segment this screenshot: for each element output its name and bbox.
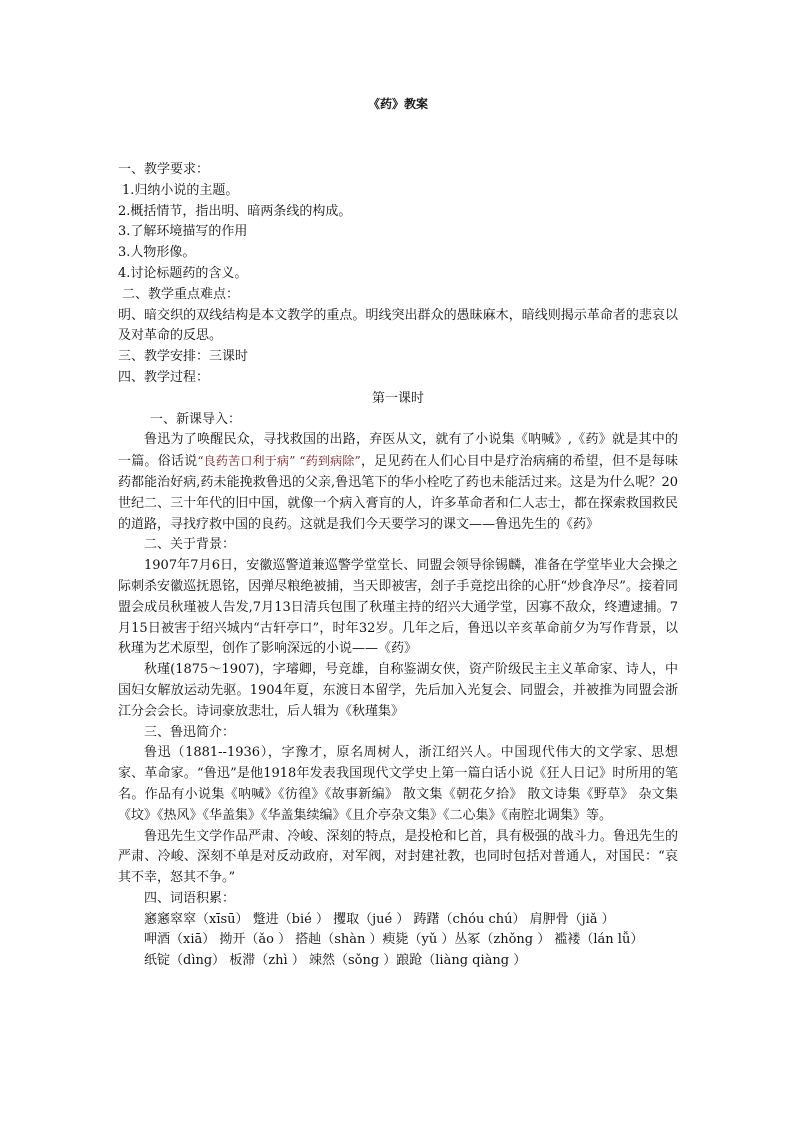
intro-paragraph [118,430,678,535]
intro-quote: “良药苦口利于病” “药到病除” [197,454,361,469]
requirement-item: 2.概括情节，指出明、暗两条线的构成。 [118,203,352,219]
subsection-heading-luxun: 三、鲁迅简介： [144,724,236,740]
requirement-item: 1.归纳小说的主题。 [122,182,239,198]
subsection-heading-intro: 一、新课导入： [150,411,242,427]
key-points-text: 明、暗交织的双线结构是本文教学的重点。明线突出群众的愚昧麻木，暗线则揭示革命者的悲哀以及对革命的反思。 [118,307,678,344]
section-heading-key-points: 二、教学重点难点： [122,286,240,302]
vocabulary-row: 纸锭（dìng） 板滞（zhì ） 竦然（sǒng ）踉跄（liàng qiàng ） [144,953,527,969]
section-heading-process: 四、教学过程： [118,369,210,385]
background-paragraph-2: 秋瑾(1875～1907)，字璿卿，号竞雄，自称鉴湖女侠，资产阶级民主主义革命家、诗人，中国妇女解放运动先驱。1904年夏，东渡日本留学，先后加入光复会、同盟会，并被推为同盟会浙江分会会长。诗词豪放悲壮，后人辑为《秋瑾集》 [118,662,678,719]
document-page [118,94,678,972]
intro-text-b: ，足见药在人们心目中是疗治病痛的希望，但不是每味药都能治好病,药未能挽救鲁迅的父亲,鲁迅笔下的华小栓吃了药也未能活过来。这是为什么呢？20世纪二、三十年代的旧中国，就像一个病入膏肓的人，许多革命者和仁人志士，都在探索救国救民的道路，寻找疗救中国的良药。这就是我们今天要学习的课文——鲁迅先生的《药》 [118,454,678,532]
subsection-heading-vocabulary: 四、词语积累： [144,890,236,906]
requirement-item: 3.了解环境描写的作用 [118,224,248,240]
vocabulary-list [118,910,678,972]
background-paragraph-1: 1907年7月6日，安徽巡警道兼巡警学堂堂长、同盟会领导徐锡麟，准备在学堂毕业大会操之际刺杀安徽巡抚恩铭，因弹尽粮绝被捕，当天即被害，刽子手竟挖出徐的心肝“炒食净尽”。接着同盟会成员秋瑾被人告发,7月13日清兵包围了秋瑾主持的绍兴大通学堂，因寡不敌众，终遭逮捕。7月15日被害于绍兴城内“古轩亭口”，时年32岁。几年之后，鲁迅以辛亥革命前夕为写作背景，以秋瑾为艺术原型，创作了影响深远的小说——《药》 [118,558,678,657]
requirement-item: 4.讨论标题药的含义。 [118,265,248,281]
document-title: 《药》教案 [367,97,428,111]
vocabulary-row: 呷酒（xiā） 拗开（ǎo ） 搭赸（shàn ）瘐毙（yǔ ）丛冢（zhǒng ） 褴褛（lán lǚ） [144,932,644,948]
luxun-paragraph-2: 鲁迅先生文学作品严肃、冷峻、深刻的特点，是投枪和匕首，具有极强的战斗力。鲁迅先生的严肃、冷峻、深刻不单是对反动政府，对军阀，对封建社教，也同时包括对普通人，对国民：“哀其不幸，怒其不争。” [118,828,678,886]
luxun-paragraph-1: 鲁迅（1881--1936），字豫才，原名周树人，浙江绍兴人。中国现代伟大的文学家、思想家、革命家。“鲁迅”是他1918年发表我国现代文学史上第一篇白话小说《狂人日记》时所用的笔名。作品有小说集《呐喊》《彷徨》《故事新编》 散文集《朝花夕拾》 散文诗集《野草》 杂文集《坟》《热风》《华盖集》《华盖集续编》《且介亭杂文集》《二心集》《南腔北调集》等。 [118,745,678,823]
requirement-item: 3.人物形像。 [118,245,196,261]
lesson-heading: 第一课时 [371,390,424,406]
section-heading-schedule: 三、教学安排：三课时 [118,349,249,365]
subsection-heading-background: 二、关于背景： [144,537,236,553]
intro-text-a: 鲁迅为了唤醒民众，寻找救国的出路，弃医从文，就有了小说集《呐喊》,《药》就是其中的一篇。俗话说 [118,432,678,470]
vocabulary-row: 窸窸窣窣（xīsū） 蹩进（bié ） 攫取（jué ） 踌躇（chóu chú） 肩胛骨（jiǎ ） [144,911,615,927]
section-heading-requirements: 一、教学要求： [118,162,210,177]
